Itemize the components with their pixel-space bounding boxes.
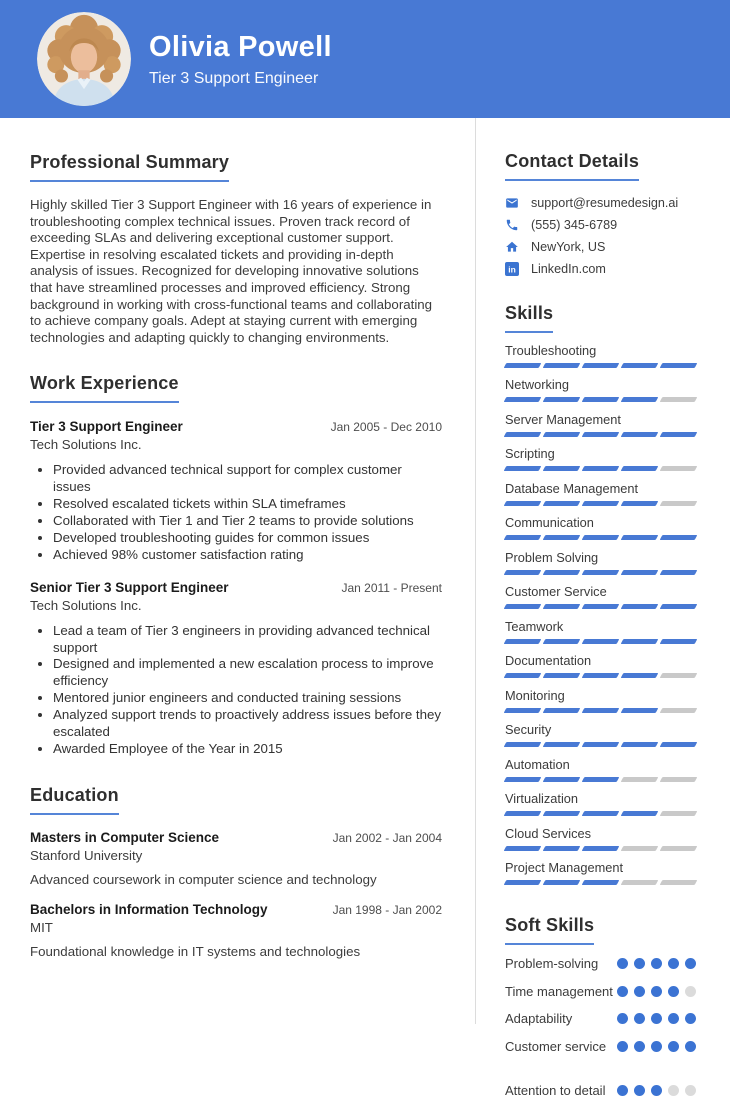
skill-level-bar: [505, 846, 696, 851]
skill-bar-segment: [582, 363, 620, 368]
skill-bar-segment: [660, 811, 698, 816]
skill-row: [505, 412, 696, 437]
bullet-item: • Resolved escalated tickets within SLA timeframes: [53, 496, 442, 513]
skill-level-bar: [505, 363, 696, 368]
skill-bar-segment: [621, 604, 659, 609]
skill-bar-segment: [543, 846, 581, 851]
bullet-item: • Provided advanced technical support for complex customer issues: [53, 462, 442, 496]
soft-skill-dot: [668, 986, 679, 997]
experience-section: [30, 373, 442, 757]
skill-name: Problem Solving: [505, 549, 599, 565]
skill-row: [505, 757, 696, 782]
skill-bar-segment: [660, 397, 698, 402]
skill-level-bar: [505, 811, 696, 816]
skill-bar-segment: [660, 880, 698, 885]
education-heading: Education: [30, 785, 119, 815]
skill-name: Automation: [505, 756, 570, 772]
skill-level-bar: [505, 777, 696, 782]
skill-bar-segment: [582, 639, 620, 644]
skill-bar-segment: [582, 397, 620, 402]
skill-level-bar: [505, 535, 696, 540]
soft-skill-dot: [685, 1013, 696, 1024]
skill-row: [505, 343, 696, 368]
skill-bar-segment: [621, 639, 659, 644]
skill-row: [505, 515, 696, 540]
summary-text: Highly skilled Tier 3 Support Engineer with 16 years of experience in troubleshooting complex technical issues. Proven track record of exceeding SLAs and delivering exceptional customer support. Expertise in resolving escalated tickets and providing in-depth analysis of issues. Recognized for developing innovative solutions that have streamlined processes and improved efficiency. Strong background in working with cross-functional teams and collaborating to achieve company goals. Adept at staying current with emerging technologies and adapting quickly to changing environments.: [30, 197, 433, 345]
skill-bar-segment: [582, 466, 620, 471]
skill-bar-segment: [660, 432, 698, 437]
soft-skill-name: Customer service: [505, 1038, 607, 1054]
skill-bar-segment: [660, 604, 698, 609]
skill-bar-segment: [504, 432, 542, 437]
contact-phone: (555) 345-6789: [531, 218, 618, 232]
skill-bar-segment: [582, 811, 620, 816]
soft-skill-dot: [617, 958, 628, 969]
skill-bar-segment: [621, 742, 659, 747]
skill-name: Troubleshooting: [505, 342, 597, 358]
skill-row: [505, 688, 696, 713]
soft-skill-row: [505, 1082, 696, 1100]
soft-skill-dot: [668, 958, 679, 969]
skill-row: [505, 653, 696, 678]
job-header: [30, 580, 442, 595]
skill-bar-segment: [543, 466, 581, 471]
education-section: [30, 785, 442, 959]
skill-name: Customer Service: [505, 584, 607, 599]
soft-skill-name: Problem-solving: [505, 956, 599, 971]
skill-bar-segment: [621, 501, 659, 506]
contact-heading: Contact Details: [505, 151, 639, 181]
job-entry: [30, 580, 442, 758]
soft-skill-dot: [685, 986, 696, 997]
resume-header: [0, 0, 730, 118]
experience-heading: Work Experience: [30, 373, 179, 403]
degree-school: Stanford University: [30, 847, 143, 863]
soft-skill-dot: [685, 958, 696, 969]
degree-dates: Jan 2002 - Jan 2004: [332, 830, 442, 845]
bullet-item: • Lead a team of Tier 3 engineers in providing advanced technical support: [53, 623, 442, 657]
bullet-item: • Developed troubleshooting guides for common issues: [53, 530, 442, 547]
bullet-item: • Collaborated with Tier 1 and Tier 2 teams to provide solutions: [53, 513, 442, 530]
skill-level-bar: [505, 708, 696, 713]
soft-skill-row: [505, 983, 696, 1001]
skill-bar-segment: [582, 673, 620, 678]
phone-icon: [505, 218, 519, 232]
bullet-item: • Mentored junior engineers and conducted training sessions: [53, 690, 442, 707]
skill-bar-segment: [582, 432, 620, 437]
skill-bar-segment: [543, 570, 581, 575]
skill-bar-segment: [504, 673, 542, 678]
skill-name: Networking: [505, 377, 570, 392]
skill-bar-segment: [504, 397, 542, 402]
skill-name: Project Management: [505, 860, 624, 875]
degree-title: Bachelors in Information Technology: [30, 901, 268, 917]
skill-bar-segment: [504, 708, 542, 713]
skill-bar-segment: [621, 570, 659, 575]
skill-level-bar: [505, 604, 696, 609]
job-dates: Jan 2005 - Dec 2010: [330, 420, 442, 435]
soft-skill-dot: [668, 1085, 679, 1096]
skill-bar-segment: [621, 708, 659, 713]
degree-header: [30, 830, 442, 845]
skill-row: [505, 619, 696, 644]
resume-body: [0, 118, 730, 1099]
contact-section: [505, 151, 696, 276]
skill-bar-segment: [582, 777, 620, 782]
soft-skill-dots: [617, 1010, 696, 1024]
soft-skill-dots: [617, 983, 696, 997]
skill-bar-segment: [504, 604, 542, 609]
skill-row: [505, 722, 696, 747]
skill-bar-segment: [504, 363, 542, 368]
skills-heading: Skills: [505, 303, 553, 333]
skill-name: Server Management: [505, 411, 621, 427]
degree-description: Advanced coursework in computer science and technology: [30, 871, 377, 887]
skill-name: Communication: [505, 515, 594, 530]
skill-bar-segment: [621, 811, 659, 816]
soft-skill-dots: [617, 955, 696, 969]
soft-skill-dot: [685, 1041, 696, 1052]
degree-description: Foundational knowledge in IT systems and technologies: [30, 943, 361, 959]
skill-bar-segment: [660, 673, 698, 678]
degree-dates: Jan 1998 - Jan 2002: [332, 902, 442, 917]
soft-skill-row: [505, 1038, 696, 1056]
skill-bar-segment: [504, 466, 542, 471]
soft-skill-name: Adaptability: [505, 1011, 573, 1027]
bullet-item: • Designed and implemented a new escalation process to improve efficiency: [53, 656, 442, 690]
skill-level-bar: [505, 639, 696, 644]
job-title: Tier 3 Support Engineer: [30, 419, 183, 435]
skill-bar-segment: [504, 742, 542, 747]
soft-skill-dot: [651, 958, 662, 969]
skill-bar-segment: [621, 846, 659, 851]
soft-skill-dot: [668, 1041, 679, 1052]
skill-level-bar: [505, 880, 696, 885]
skill-bar-segment: [504, 570, 542, 575]
skill-bar-segment: [543, 604, 581, 609]
soft-skill-dot: [685, 1085, 696, 1096]
degree-entry: [30, 830, 442, 887]
skill-bar-segment: [582, 846, 620, 851]
skills-section: [505, 303, 696, 885]
skill-name: Documentation: [505, 653, 592, 668]
degree-title: Masters in Computer Science: [30, 829, 220, 845]
soft-skill-dot: [634, 1041, 645, 1052]
skill-bar-segment: [660, 742, 698, 747]
email-icon: [505, 196, 519, 210]
skill-row: [505, 791, 696, 816]
summary-heading: Professional Summary: [30, 152, 229, 182]
soft-skill-dot: [617, 986, 628, 997]
soft-skill-name: Time management: [505, 983, 613, 999]
skill-bar-segment: [543, 501, 581, 506]
skill-level-bar: [505, 742, 696, 747]
skill-row: [505, 550, 696, 575]
skill-bar-segment: [504, 777, 542, 782]
contact-phone-row: [505, 218, 696, 232]
soft-skill-dot: [617, 1013, 628, 1024]
skill-bar-segment: [660, 363, 698, 368]
soft-skill-dot: [634, 986, 645, 997]
contact-email-row: [505, 196, 696, 210]
summary-section: [30, 152, 442, 346]
skill-bar-segment: [543, 363, 581, 368]
skill-bar-segment: [543, 880, 581, 885]
contact-list: [505, 196, 696, 276]
left-column: [0, 118, 476, 1024]
skill-bar-segment: [543, 432, 581, 437]
skill-bar-segment: [582, 501, 620, 506]
skill-bar-segment: [543, 742, 581, 747]
skill-bar-segment: [504, 880, 542, 885]
job-bullet-list: [30, 623, 442, 758]
job-entry: [30, 419, 442, 563]
job-list: [30, 419, 442, 757]
skill-bar-segment: [582, 742, 620, 747]
contact-linkedin: LinkedIn.com: [531, 262, 606, 276]
degree-list: [30, 830, 442, 959]
skill-row: [505, 584, 696, 609]
skill-bar-segment: [660, 570, 698, 575]
person-job-title: Tier 3 Support Engineer: [149, 69, 319, 87]
job-company: Tech Solutions Inc.: [30, 597, 142, 613]
soft-skill-dot: [634, 958, 645, 969]
linkedin-icon: [505, 262, 519, 276]
skill-name: Monitoring: [505, 687, 565, 703]
soft-skill-dot: [651, 986, 662, 997]
job-header: [30, 419, 442, 434]
skill-name: Scripting: [505, 446, 555, 461]
degree-entry: [30, 902, 442, 959]
soft-skill-dot: [651, 1085, 662, 1096]
soft-skills-heading: Soft Skills: [505, 915, 594, 945]
skill-bar-segment: [621, 363, 659, 368]
skill-row: [505, 860, 696, 885]
skill-level-bar: [505, 570, 696, 575]
skill-bar-segment: [543, 397, 581, 402]
skill-name: Teamwork: [505, 618, 564, 634]
skill-bar-segment: [543, 777, 581, 782]
home-icon: [505, 240, 519, 254]
skill-bar-segment: [660, 639, 698, 644]
skill-row: [505, 826, 696, 851]
soft-skill-name: Attention to detail: [505, 1083, 606, 1099]
svg-text:in: in: [508, 264, 516, 275]
soft-skill-dot: [651, 1013, 662, 1024]
skill-bar-segment: [621, 432, 659, 437]
skill-row: [505, 481, 696, 506]
skill-bar-segment: [660, 501, 698, 506]
soft-skill-row: [505, 1010, 696, 1028]
job-bullet-list: [30, 462, 442, 563]
skill-name: Security: [505, 722, 552, 737]
skill-bar-segment: [621, 397, 659, 402]
skill-name: Virtualization: [505, 791, 579, 806]
soft-skill-dot: [617, 1041, 628, 1052]
soft-skill-dot: [668, 1013, 679, 1024]
soft-skill-row: [505, 955, 696, 973]
skill-bar-segment: [582, 604, 620, 609]
soft-skill-dot: [634, 1013, 645, 1024]
skill-bar-segment: [660, 777, 698, 782]
soft-skill-dot: [651, 1041, 662, 1052]
skill-bar-segment: [504, 639, 542, 644]
right-column: [476, 118, 730, 1099]
skill-bar-segment: [504, 811, 542, 816]
degree-header: [30, 902, 442, 917]
skill-bar-segment: [582, 708, 620, 713]
contact-email: support@resumedesign.ai: [531, 196, 679, 210]
skill-bar-segment: [543, 811, 581, 816]
skill-bar-segment: [543, 639, 581, 644]
contact-location: NewYork, US: [531, 240, 606, 254]
soft-skills-section: [505, 915, 696, 1100]
bullet-item: • Achieved 98% customer satisfaction rating: [53, 547, 442, 564]
skill-row: [505, 377, 696, 402]
skills-list: [505, 343, 696, 886]
skill-bar-segment: [621, 777, 659, 782]
skill-bar-segment: [621, 466, 659, 471]
skill-bar-segment: [660, 846, 698, 851]
skill-bar-segment: [543, 673, 581, 678]
soft-skill-dot: [617, 1085, 628, 1096]
skill-bar-segment: [582, 535, 620, 540]
soft-skills-list: [505, 955, 696, 1100]
skill-row: [505, 446, 696, 471]
skill-level-bar: [505, 397, 696, 402]
skill-level-bar: [505, 466, 696, 471]
skill-level-bar: [505, 432, 696, 437]
skill-bar-segment: [582, 570, 620, 575]
skill-bar-segment: [621, 880, 659, 885]
soft-skill-dots: [617, 1082, 696, 1096]
job-title: Senior Tier 3 Support Engineer: [30, 579, 229, 595]
contact-linkedin-row: [505, 262, 696, 276]
bullet-item: • Awarded Employee of the Year in 2015: [53, 741, 442, 758]
profile-photo: [37, 12, 131, 106]
skill-bar-segment: [621, 535, 659, 540]
soft-skill-dot: [634, 1085, 645, 1096]
skill-bar-segment: [543, 535, 581, 540]
job-dates: Jan 2011 - Present: [341, 580, 442, 595]
person-name: Olivia Powell: [149, 30, 332, 63]
skill-bar-segment: [543, 708, 581, 713]
skill-bar-segment: [504, 535, 542, 540]
skill-bar-segment: [504, 501, 542, 506]
skill-level-bar: [505, 673, 696, 678]
job-company: Tech Solutions Inc.: [30, 437, 142, 453]
skill-name: Cloud Services: [505, 825, 592, 841]
bullet-item: • Analyzed support trends to proactively address issues before they escalated: [53, 707, 442, 741]
skill-bar-segment: [582, 880, 620, 885]
skill-bar-segment: [621, 673, 659, 678]
skill-bar-segment: [660, 466, 698, 471]
contact-location-row: [505, 240, 696, 254]
skill-bar-segment: [660, 535, 698, 540]
skill-level-bar: [505, 501, 696, 506]
degree-school: MIT: [30, 919, 53, 935]
skill-bar-segment: [660, 708, 698, 713]
skill-name: Database Management: [505, 480, 639, 496]
soft-skill-dots: [617, 1038, 696, 1052]
skill-bar-segment: [504, 846, 542, 851]
